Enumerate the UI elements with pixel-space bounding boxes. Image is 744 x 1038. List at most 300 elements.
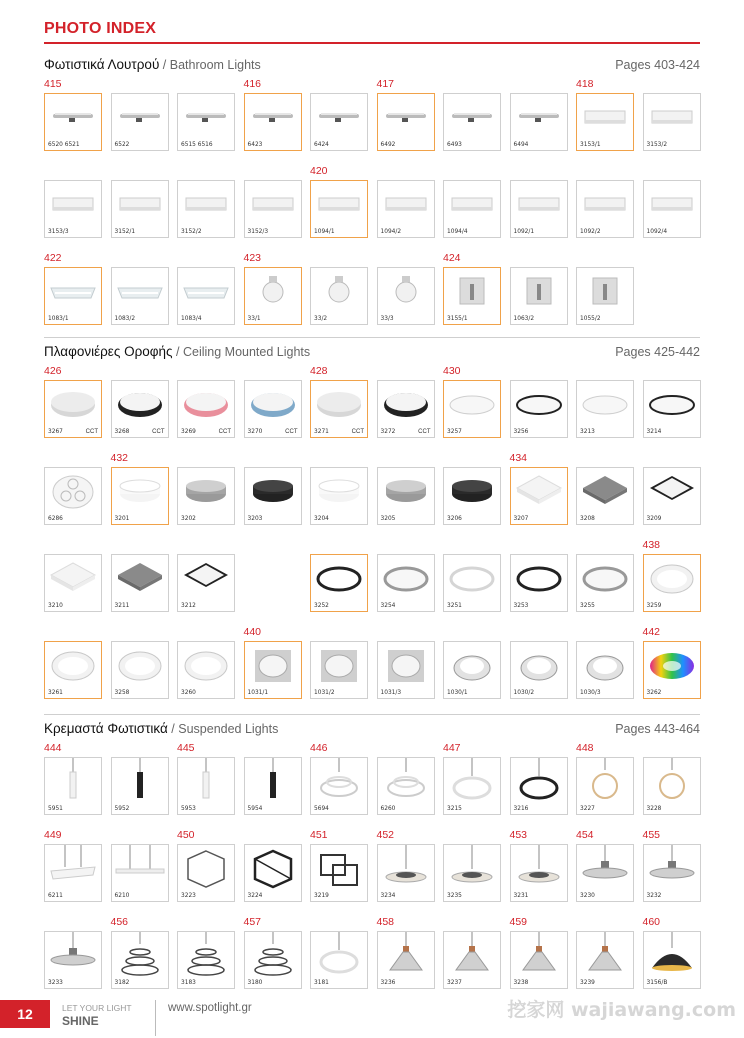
footer-website-link[interactable]: www.spotlight.gr <box>168 1002 252 1014</box>
wave-pendant-icon <box>311 758 367 804</box>
product-thumbnail[interactable] <box>177 554 235 612</box>
page-title: PHOTO INDEX <box>44 20 157 37</box>
product-code: 1055/2 <box>580 314 601 322</box>
product-thumbnail[interactable] <box>643 180 701 238</box>
cone-shade-pendant-icon <box>378 932 434 978</box>
product-thumbnail[interactable] <box>377 467 435 525</box>
product-code: 6493 <box>447 140 462 148</box>
product-code: 3216 <box>513 804 529 812</box>
product-code: 3152/1 <box>114 227 136 235</box>
page-ref-number: 453 <box>509 829 528 841</box>
ring-white-icon <box>444 555 500 601</box>
square-frame-pendant-icon <box>311 845 367 891</box>
product-thumbnail[interactable] <box>443 467 501 525</box>
product-thumbnail[interactable] <box>44 757 102 815</box>
product-code: 1083/4 <box>181 314 202 322</box>
product-thumbnail[interactable] <box>44 844 102 902</box>
product-thumbnail[interactable] <box>111 844 169 902</box>
product-thumbnail[interactable] <box>377 554 435 612</box>
product-thumbnail[interactable] <box>443 554 501 612</box>
product-code: 3236 <box>380 978 396 986</box>
product-thumbnail[interactable] <box>510 931 568 989</box>
page-ref-number: 415 <box>44 78 62 90</box>
product-code: 3152/2 <box>181 227 202 235</box>
product-code: 3232 <box>646 891 662 899</box>
product-thumbnail[interactable] <box>177 931 235 989</box>
square-plate-dome-icon <box>378 642 434 688</box>
page-ref-number: 417 <box>376 78 395 90</box>
bar-pendant-icon <box>112 845 168 891</box>
footer-tagline-bottom: SHINE <box>62 1014 99 1028</box>
footer-divider <box>155 1000 156 1036</box>
product-code: 6286 <box>48 514 63 522</box>
flat-disc-grey-icon <box>311 381 367 427</box>
section-header-ceiling <box>44 344 700 362</box>
ring-black-icon <box>311 555 367 601</box>
product-code: 3155/1 <box>447 314 468 322</box>
section-title <box>44 721 278 736</box>
product-thumbnail[interactable] <box>244 641 302 699</box>
product-thumbnail[interactable] <box>177 467 235 525</box>
flat-disc-pink-icon <box>178 381 234 427</box>
product-code: 3201 <box>114 514 130 522</box>
square-plate-dome-icon <box>245 642 301 688</box>
box-wall-light-icon <box>311 181 367 227</box>
product-code: 6423 <box>247 140 263 148</box>
product-thumbnail[interactable] <box>244 757 302 815</box>
disc-pendant-icon <box>644 845 700 891</box>
page-ref-number: 438 <box>642 539 661 551</box>
page-ref-number: 445 <box>177 742 195 754</box>
section-pages: Pages 403-424 <box>615 58 700 72</box>
ring-silver-icon <box>577 555 633 601</box>
product-code: 3261 <box>48 688 63 696</box>
product-thumbnail[interactable] <box>576 467 634 525</box>
product-code: 3223 <box>181 891 196 899</box>
glass-dome-icon <box>577 642 633 688</box>
product-thumbnail[interactable] <box>111 554 169 612</box>
product-thumbnail[interactable] <box>377 180 435 238</box>
page-ref-number: 430 <box>443 365 461 377</box>
product-thumbnail[interactable] <box>510 93 568 151</box>
product-thumbnail[interactable] <box>643 757 701 815</box>
bar-wall-light-icon <box>245 94 301 140</box>
product-code: 5954 <box>247 804 263 812</box>
page-ref-number: 442 <box>642 626 661 638</box>
product-thumbnail[interactable] <box>310 180 368 238</box>
square-black-icon <box>178 555 234 601</box>
product-code: 3153/3 <box>48 227 69 235</box>
product-thumbnail[interactable] <box>310 467 368 525</box>
product-code: 6210 <box>114 891 130 899</box>
product-code: 3270 <box>247 427 263 435</box>
product-code: 6515 6516 <box>181 140 213 148</box>
product-thumbnail[interactable] <box>377 93 435 151</box>
product-thumbnail[interactable] <box>177 844 235 902</box>
product-code: 1092/1 <box>513 227 535 235</box>
product-code: 3224 <box>247 891 263 899</box>
flat-disc-black-icon <box>112 381 168 427</box>
panel-pendant-icon <box>45 845 101 891</box>
plate-wall-light-icon <box>444 268 500 314</box>
product-thumbnail[interactable] <box>310 844 368 902</box>
product-thumbnail[interactable] <box>576 641 634 699</box>
product-code: 6520 6521 <box>48 140 80 148</box>
product-thumbnail[interactable] <box>177 93 235 151</box>
product-code: 3227 <box>580 804 595 812</box>
drum-black-icon <box>245 468 301 514</box>
drum-grey-icon <box>178 468 234 514</box>
footer-tagline-top: LET YOUR LIGHT <box>62 1003 132 1013</box>
page-ref-number: 426 <box>44 365 62 377</box>
product-code: 3219 <box>314 891 329 899</box>
product-thumbnail[interactable] <box>510 757 568 815</box>
bar-wall-light-icon <box>112 94 168 140</box>
product-code: 3180 <box>247 978 263 986</box>
glass-tray-light-icon <box>45 268 101 314</box>
page-ref-number: 452 <box>376 829 395 841</box>
title-divider <box>44 42 700 44</box>
product-code: 3207 <box>513 514 529 522</box>
product-thumbnail[interactable] <box>111 467 169 525</box>
product-thumbnail[interactable] <box>576 380 634 438</box>
page-ref-number: 420 <box>310 165 328 177</box>
page-ref-number: 440 <box>243 626 262 638</box>
product-thumbnail[interactable] <box>576 554 634 612</box>
tube-pendant-white-icon <box>45 758 101 804</box>
plate-wall-light-icon <box>511 268 567 314</box>
drum-grey-icon <box>378 468 434 514</box>
product-thumbnail[interactable] <box>576 757 634 815</box>
thin-disc-black-icon <box>511 381 567 427</box>
section-header-suspended <box>44 721 700 739</box>
page-ref-number: 423 <box>243 252 262 264</box>
bar-wall-light-icon <box>444 94 500 140</box>
product-thumbnail[interactable] <box>443 93 501 151</box>
section-subtitle: / Ceiling Mounted Lights <box>172 345 311 359</box>
product-code: 5951 <box>48 804 63 812</box>
product-code: 5953 <box>181 804 196 812</box>
box-wall-light-icon <box>577 94 633 140</box>
product-code: 3210 <box>48 601 63 609</box>
product-thumbnail[interactable] <box>44 467 102 525</box>
saucer-pendant-icon <box>444 845 500 891</box>
product-code: 6424 <box>314 140 329 148</box>
product-code: 3156/B <box>646 978 668 986</box>
product-thumbnail[interactable] <box>377 844 435 902</box>
drum-white-icon <box>311 468 367 514</box>
product-code: 3258 <box>114 688 130 696</box>
cone-shade-pendant-icon <box>577 932 633 978</box>
page-ref-number: 450 <box>177 829 195 841</box>
globe-spot-light-icon <box>378 268 434 314</box>
product-thumbnail[interactable] <box>244 93 302 151</box>
dome-white-icon <box>112 642 168 688</box>
product-thumbnail[interactable] <box>576 844 634 902</box>
product-thumbnail[interactable] <box>111 267 169 325</box>
glass-tray-light-icon <box>112 268 168 314</box>
product-code: 3231 <box>513 891 529 899</box>
box-wall-light-icon <box>444 181 500 227</box>
page-ref-number: 422 <box>44 252 62 264</box>
product-code: 3212 <box>181 601 196 609</box>
product-code: 1094/4 <box>447 227 468 235</box>
product-code: 1031/3 <box>380 688 402 696</box>
page-ref-number: 446 <box>310 742 328 754</box>
product-thumbnail[interactable] <box>244 931 302 989</box>
tube-pendant-white-icon <box>178 758 234 804</box>
plate-wall-light-icon <box>577 268 633 314</box>
product-thumbnail[interactable] <box>244 380 302 438</box>
product-code: 3238 <box>513 978 529 986</box>
product-code: 6492 <box>380 140 396 148</box>
footer-page-number: 12 <box>0 1000 50 1028</box>
ring-black-icon <box>511 555 567 601</box>
hoop-pendant-icon <box>577 758 633 804</box>
page-ref-number: 449 <box>44 829 62 841</box>
product-thumbnail[interactable] <box>443 267 501 325</box>
product-code: 3235 <box>447 891 462 899</box>
product-code: 33/1 <box>247 314 261 322</box>
bar-wall-light-icon <box>45 94 101 140</box>
product-thumbnail[interactable] <box>111 380 169 438</box>
bar-wall-light-icon <box>311 94 367 140</box>
square-black-icon <box>644 468 700 514</box>
product-thumbnail[interactable] <box>377 380 435 438</box>
product-thumbnail[interactable] <box>576 931 634 989</box>
tube-pendant-black-icon <box>245 758 301 804</box>
product-thumbnail[interactable] <box>443 844 501 902</box>
product-code: 3211 <box>114 601 130 609</box>
section-title <box>44 57 261 72</box>
product-thumbnail[interactable] <box>510 641 568 699</box>
product-code: 3255 <box>580 601 595 609</box>
ring-pendant-white-icon <box>311 932 367 978</box>
glass-tray-light-icon <box>178 268 234 314</box>
box-wall-light-icon <box>178 181 234 227</box>
product-thumbnail[interactable] <box>310 380 368 438</box>
saucer-pendant-icon <box>378 845 434 891</box>
page-ref-number: 434 <box>509 452 528 464</box>
section-divider <box>44 714 700 715</box>
dome-shade-pendant-icon <box>644 932 700 978</box>
section-subtitle: / Bathroom Lights <box>159 58 261 72</box>
ring-pendant-white-icon <box>444 758 500 804</box>
product-thumbnail[interactable] <box>510 267 568 325</box>
tiered-ring-pendant-icon <box>112 932 168 978</box>
product-thumbnail[interactable] <box>643 467 701 525</box>
product-thumbnail[interactable] <box>111 931 169 989</box>
product-code: 3204 <box>314 514 329 522</box>
saucer-pendant-icon <box>511 845 567 891</box>
dome-white-icon <box>644 555 700 601</box>
flat-disc-blue-icon <box>245 381 301 427</box>
product-thumbnail[interactable] <box>177 180 235 238</box>
product-thumbnail[interactable] <box>377 641 435 699</box>
product-thumbnail[interactable] <box>643 844 701 902</box>
product-thumbnail[interactable] <box>510 180 568 238</box>
box-wall-light-icon <box>45 181 101 227</box>
product-thumbnail[interactable] <box>44 641 102 699</box>
product-code: 1031/2 <box>314 688 335 696</box>
product-code: 1083/1 <box>48 314 69 322</box>
product-thumbnail[interactable] <box>443 180 501 238</box>
page-ref-number: 460 <box>642 916 661 928</box>
product-code: 3203 <box>247 514 263 522</box>
product-thumbnail[interactable] <box>244 467 302 525</box>
box-wall-light-icon <box>577 181 633 227</box>
dome-white-icon <box>45 642 101 688</box>
product-code: 6522 <box>114 140 130 148</box>
page-ref-number: 456 <box>110 916 129 928</box>
bar-wall-light-icon <box>511 94 567 140</box>
product-thumbnail[interactable] <box>44 554 102 612</box>
section-header-bathroom <box>44 57 700 75</box>
dome-white-icon <box>178 642 234 688</box>
page-ref-number: 448 <box>576 742 594 754</box>
product-code: 3256 <box>513 427 529 435</box>
page-ref-number: 416 <box>243 78 262 90</box>
product-thumbnail[interactable] <box>177 641 235 699</box>
page-ref-number: 454 <box>576 829 594 841</box>
wave-pendant-icon <box>378 758 434 804</box>
product-thumbnail[interactable] <box>44 380 102 438</box>
product-thumbnail[interactable] <box>510 844 568 902</box>
cct-label: CCT <box>351 429 364 435</box>
product-code: 5694 <box>314 804 329 812</box>
product-thumbnail[interactable] <box>310 641 368 699</box>
thin-disc-black-icon <box>644 381 700 427</box>
product-thumbnail[interactable] <box>310 931 368 989</box>
product-code: 3213 <box>580 427 595 435</box>
product-code: 3209 <box>646 514 662 522</box>
product-code: 5952 <box>114 804 130 812</box>
product-thumbnail[interactable] <box>443 931 501 989</box>
product-thumbnail[interactable] <box>576 93 634 151</box>
product-code: 3268 <box>114 427 130 435</box>
product-thumbnail[interactable] <box>111 93 169 151</box>
box-wall-light-icon <box>511 181 567 227</box>
product-thumbnail[interactable] <box>244 267 302 325</box>
flat-disc-grey-icon <box>45 381 101 427</box>
product-thumbnail[interactable] <box>643 380 701 438</box>
product-thumbnail[interactable] <box>443 757 501 815</box>
product-code: 1094/2 <box>380 227 402 235</box>
glass-dome-icon <box>444 642 500 688</box>
product-thumbnail[interactable] <box>244 180 302 238</box>
square-white-icon <box>511 468 567 514</box>
product-thumbnail[interactable] <box>576 267 634 325</box>
product-thumbnail[interactable] <box>443 641 501 699</box>
globe-spot-light-icon <box>311 268 367 314</box>
product-code: 3202 <box>181 514 196 522</box>
box-wall-light-icon <box>112 181 168 227</box>
product-thumbnail[interactable] <box>443 380 501 438</box>
product-thumbnail[interactable] <box>44 931 102 989</box>
product-code: 1030/2 <box>513 688 535 696</box>
page-ref-number: 447 <box>443 742 461 754</box>
page-ref-number: 424 <box>443 252 461 264</box>
product-code: 3182 <box>114 978 130 986</box>
product-code: 3181 <box>314 978 329 986</box>
product-thumbnail[interactable] <box>44 180 102 238</box>
hexagon-pendant-icon <box>178 845 234 891</box>
page-ref-number: 444 <box>44 742 62 754</box>
page-ref-number: 451 <box>310 829 328 841</box>
product-thumbnail[interactable] <box>310 93 368 151</box>
product-thumbnail[interactable] <box>643 93 701 151</box>
product-code: 33/2 <box>314 314 328 322</box>
cct-label: CCT <box>152 429 165 435</box>
flat-disc-black-icon <box>378 381 434 427</box>
section-subtitle: / Suspended Lights <box>167 722 279 736</box>
cct-label: CCT <box>85 429 98 435</box>
product-code: 3260 <box>181 688 196 696</box>
product-code: 3206 <box>447 514 462 522</box>
cct-label: CCT <box>218 429 231 435</box>
product-thumbnail[interactable] <box>310 267 368 325</box>
product-code: 1031/1 <box>247 688 269 696</box>
product-thumbnail[interactable] <box>643 554 701 612</box>
box-wall-light-icon <box>378 181 434 227</box>
product-thumbnail[interactable] <box>377 931 435 989</box>
product-code: 3269 <box>181 427 196 435</box>
ring-pendant-black-icon <box>511 758 567 804</box>
product-thumbnail[interactable] <box>177 267 235 325</box>
rgb-disc-icon <box>644 642 700 688</box>
product-thumbnail[interactable] <box>111 180 169 238</box>
product-code: 1094/1 <box>314 227 335 235</box>
product-thumbnail[interactable] <box>44 267 102 325</box>
product-thumbnail[interactable] <box>643 641 701 699</box>
product-thumbnail[interactable] <box>510 380 568 438</box>
product-thumbnail[interactable] <box>111 757 169 815</box>
section-title <box>44 344 310 359</box>
product-thumbnail[interactable] <box>44 93 102 151</box>
product-code: 3252 <box>314 601 329 609</box>
product-thumbnail[interactable] <box>510 467 568 525</box>
bar-wall-light-icon <box>178 94 234 140</box>
product-thumbnail[interactable] <box>377 757 435 815</box>
product-thumbnail[interactable] <box>310 757 368 815</box>
product-thumbnail[interactable] <box>377 267 435 325</box>
product-thumbnail[interactable] <box>177 757 235 815</box>
glass-dome-icon <box>511 642 567 688</box>
product-thumbnail[interactable] <box>643 931 701 989</box>
product-code: 1030/1 <box>447 688 468 696</box>
product-thumbnail[interactable] <box>576 180 634 238</box>
cone-shade-pendant-icon <box>511 932 567 978</box>
product-thumbnail[interactable] <box>310 554 368 612</box>
product-thumbnail[interactable] <box>111 641 169 699</box>
product-thumbnail[interactable] <box>244 844 302 902</box>
product-code: 1083/2 <box>114 314 136 322</box>
product-code: 3257 <box>447 427 462 435</box>
product-code: 33/3 <box>380 314 394 322</box>
box-wall-light-icon <box>644 181 700 227</box>
product-thumbnail[interactable] <box>177 380 235 438</box>
product-thumbnail[interactable] <box>510 554 568 612</box>
product-code: 3253 <box>513 601 529 609</box>
section-title-greek: Φωτιστικά Λουτρού <box>44 57 160 72</box>
page-ref-number: 432 <box>110 452 129 464</box>
product-code: 3228 <box>646 804 662 812</box>
product-code: 3271 <box>314 427 329 435</box>
box-wall-light-icon <box>245 181 301 227</box>
product-code: 3272 <box>380 427 396 435</box>
product-code: 1063/2 <box>513 314 535 322</box>
product-code: 3152/3 <box>247 227 269 235</box>
